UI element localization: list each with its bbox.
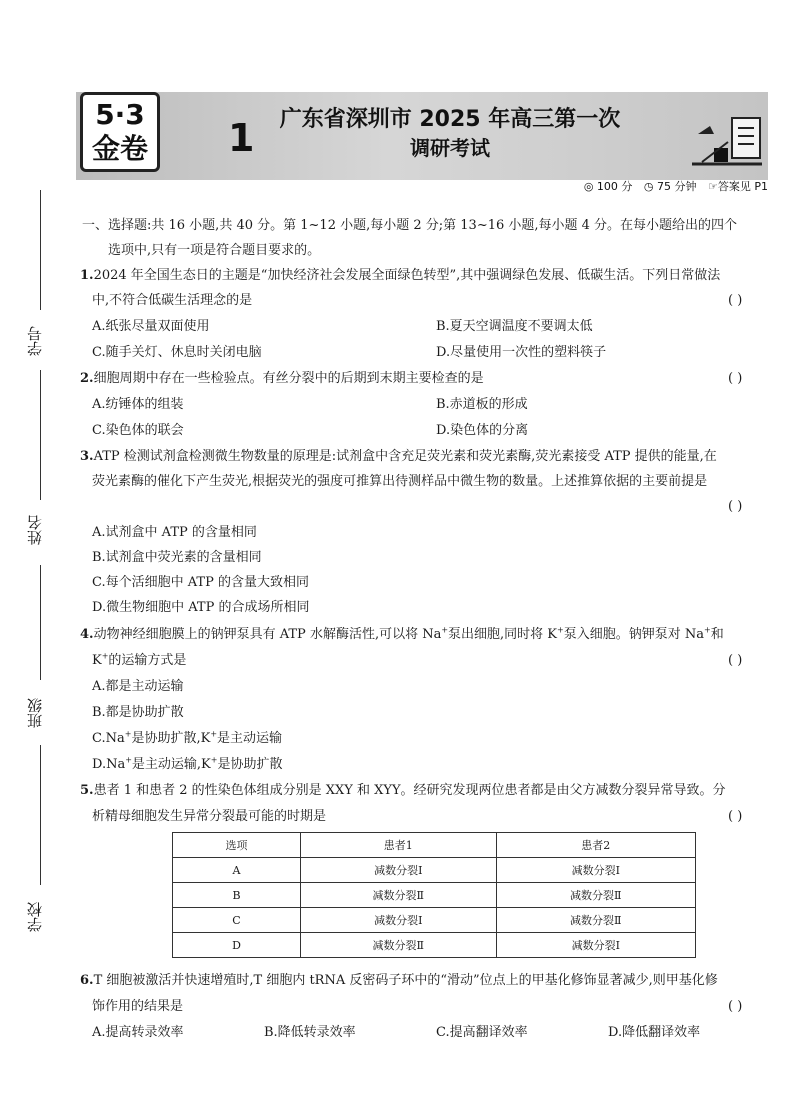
q6-option-a[interactable]: A.提高转录效率 [92,1025,184,1040]
table-cell: C [173,908,301,933]
q1-option-b[interactable]: B.夏天空调温度不要调太低 [436,319,593,334]
logo-bottom-text: 金卷 [91,132,148,165]
class-line [40,565,41,680]
q4-answer-blank[interactable]: ( ) [728,653,743,668]
q1-number: 1. [80,268,94,283]
q4-option-c[interactable]: C.Na+是协助扩散,K+是主动运输 [92,729,283,746]
table-row [173,908,696,933]
q6-option-b[interactable]: B.降低转录效率 [264,1025,356,1040]
q1-answer-blank[interactable]: ( ) [728,293,743,308]
name-line [40,370,41,500]
q2-stem-line1: 2.细胞周期中存在一些检验点。有丝分裂中的后期到末期主要检查的是 [80,371,484,386]
table-header-row [173,833,696,858]
table-header-cell: 选项 [173,833,301,858]
q3-stem-line1: 3.ATP 检测试剂盒检测微生物数量的原理是:试剂盒中含充足荧光素和荧光素酶,荧光素接受 ATP 提供的能量,在 [80,449,717,464]
logo-53-jinjuan [80,92,160,172]
score-info: ◎ 100 分 [583,180,633,193]
table-cell: D [173,933,301,958]
q5-number: 5. [80,783,94,798]
q2-option-a[interactable]: A.纺锤体的组装 [92,397,184,412]
q2-option-c[interactable]: C.染色体的联会 [92,423,184,438]
q5-answer-blank[interactable]: ( ) [728,809,743,824]
q1-option-d[interactable]: D.尽量使用一次性的塑料筷子 [436,345,607,360]
q3-option-b[interactable]: B.试剂盒中荧光素的含量相同 [92,550,262,565]
q6-stem-line1: 6.T 细胞被激活并快速增殖时,T 细胞内 tRNA 反密码子环中的“滑动”位点上的甲基化修饰显著减少,则甲基化修 [80,973,718,988]
q3-option-d[interactable]: D.微生物细胞中 ATP 的合成场所相同 [92,600,310,615]
q6-number: 6. [80,973,94,988]
name-label: 姓名 [26,515,44,545]
table-header-cell: 患者1 [301,833,496,858]
table-cell: 减数分裂Ⅰ [301,908,496,933]
q3-number: 3. [80,449,94,464]
table-cell: 减数分裂Ⅱ [301,883,496,908]
q1-option-a[interactable]: A.纸张尽量双面使用 [92,319,210,334]
table-cell: 减数分裂Ⅱ [496,908,695,933]
q1-option-c[interactable]: C.随手关灯、休息时关闭电脑 [92,345,262,360]
q2-answer-blank[interactable]: ( ) [728,371,743,386]
student-id-label: 学号 [26,326,44,356]
q6-answer-blank[interactable]: ( ) [728,999,743,1014]
q3-answer-blank[interactable]: ( ) [728,499,743,514]
table-cell: 减数分裂Ⅰ [496,858,695,883]
q1-stem-line2: 中,不符合低碳生活理念的是 [92,293,253,308]
section-instruction-line1: 一、选择题:共 16 小题,共 40 分。第 1~12 小题,每小题 2 分;第 13~16 小题,每小题 4 分。在每小题给出的四个 [82,218,738,233]
q4-stem-line1: 4.动物神经细胞膜上的钠钾泵具有 ATP 水解酶活性,可以将 Na+泵出细胞,同时将 K+泵入细胞。钠钾泵对 Na+和 [80,625,724,642]
q6-option-d[interactable]: D.降低翻译效率 [608,1025,701,1040]
section-instruction-line2: 选项中,只有一项是符合题目要求的。 [108,243,321,258]
student-id-line [40,190,41,310]
q6-stem-line2: 饰作用的结果是 [92,999,184,1014]
q5-stem-line1: 5.患者 1 和患者 2 的性染色体组成分别是 XXY 和 XYY。经研究发现两位患者都是由父方减数分裂异常导致。分 [80,783,726,798]
exam-meta [576,178,768,194]
school-line [40,745,41,885]
table-row [173,933,696,958]
table-row [173,883,696,908]
q2-number: 2. [80,371,94,386]
q4-option-a[interactable]: A.都是主动运输 [92,679,184,694]
table-row [173,858,696,883]
answer-reference: ☞答案见 P1 [708,180,768,193]
table-cell: 减数分裂Ⅰ [301,858,496,883]
table-cell: 减数分裂Ⅱ [301,933,496,958]
q4-number: 4. [80,627,94,642]
logo-top-text: 5·3 [95,98,145,131]
q3-option-c[interactable]: C.每个活细胞中 ATP 的含量大致相同 [92,575,309,590]
q4-option-d[interactable]: D.Na+是主动运输,K+是协助扩散 [92,755,283,772]
table-header-cell: 患者2 [496,833,695,858]
exam-title-line1: 广东省深圳市 2025 年高三第一次 [279,107,621,132]
table-cell: 减数分裂Ⅰ [496,933,695,958]
q4-option-b[interactable]: B.都是协助扩散 [92,705,184,720]
table-cell: B [173,883,301,908]
table-cell: 减数分裂Ⅱ [496,883,695,908]
q4-stem-line2: K+的运输方式是 [92,651,187,668]
q2-option-b[interactable]: B.赤道板的形成 [436,397,528,412]
q6-option-c[interactable]: C.提高翻译效率 [436,1025,528,1040]
desk-lamp-books-icon [688,112,764,172]
time-info: ◷ 75 分钟 [643,180,697,193]
school-label: 学校 [26,902,44,932]
exam-number: 1 [228,116,255,160]
q5-options-table [172,832,696,958]
q1-stem-line1: 1.2024 年全国生态日的主题是“加快经济社会发展全面绿色转型”,其中强调绿色发展、低碳生活。下列日常做法 [80,268,721,283]
q2-option-d[interactable]: D.染色体的分离 [436,423,529,438]
exam-title-line2: 调研考试 [410,136,490,160]
class-label: 班级 [26,698,44,728]
q3-stem-line2: 荧光素酶的催化下产生荧光,根据荧光的强度可推算出待测样品中微生物的数量。上述推算依据的主要前提是 [92,474,708,489]
table-cell: A [173,858,301,883]
q5-stem-line2: 析精母细胞发生异常分裂最可能的时期是 [92,809,327,824]
q3-option-a[interactable]: A.试剂盒中 ATP 的含量相同 [92,525,257,540]
